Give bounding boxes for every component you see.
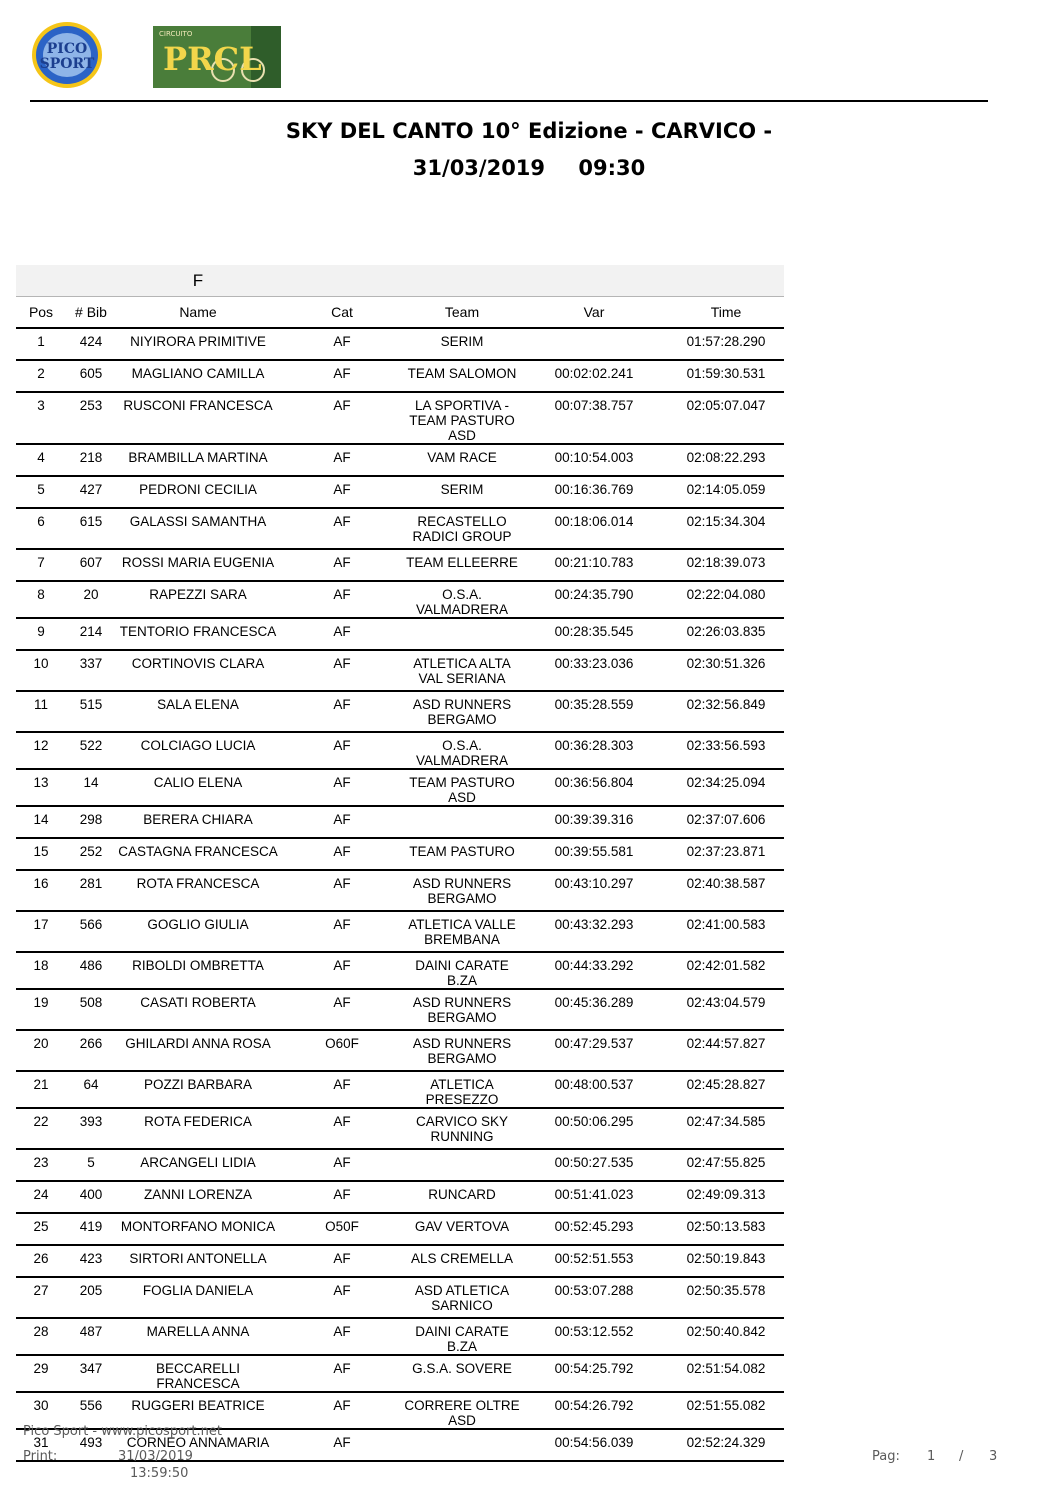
cell-name: TENTORIO FRANCESCA (116, 618, 280, 650)
cell-time: 02:44:57.827 (668, 1030, 784, 1071)
cell-var: 00:35:28.559 (520, 691, 668, 732)
table-row (16, 360, 784, 392)
category-group-label: F (116, 265, 280, 297)
cell-name: CASATI ROBERTA (116, 989, 280, 1030)
cell-time: 02:30:51.326 (668, 650, 784, 691)
footer-site: Pico Sport - www.picosport.net (23, 1424, 222, 1439)
cell-bib: 64 (66, 1071, 116, 1108)
cell-team: RUNCARD (404, 1181, 520, 1213)
cell-pos: 31 (16, 1429, 66, 1461)
cell-team: TEAM PASTURO (404, 838, 520, 870)
table-row (16, 732, 784, 769)
footer-print-date: 31/03/2019 (118, 1449, 193, 1464)
cell-pos: 18 (16, 952, 66, 989)
footer-page-label: Pag: (872, 1449, 900, 1464)
cell-bib: 266 (66, 1030, 116, 1071)
page-title: SKY DEL CANTO 10° Edizione - CARVICO - (285, 119, 773, 143)
category-group-row (16, 265, 784, 297)
cell-time: 02:32:56.849 (668, 691, 784, 732)
cell-pos: 17 (16, 911, 66, 952)
col-header-var: Var (520, 297, 668, 329)
cell-name: BECCARELLI FRANCESCA (116, 1355, 280, 1392)
cell-name: ROTA FEDERICA (116, 1108, 280, 1149)
cell-cat: AF (280, 870, 404, 911)
cell-time: 02:43:04.579 (668, 989, 784, 1030)
cell-var: 00:43:10.297 (520, 870, 668, 911)
cell-name: RIBOLDI OMBRETTA (116, 952, 280, 989)
cell-time: 02:40:38.587 (668, 870, 784, 911)
cell-team: ATLETICA ALTA VAL SERIANA (404, 650, 520, 691)
cell-team: GAV VERTOVA (404, 1213, 520, 1245)
cell-pos: 21 (16, 1071, 66, 1108)
table-row (16, 911, 784, 952)
results-table (16, 265, 784, 1462)
cell-team: ASD RUNNERS BERGAMO (404, 870, 520, 911)
cell-name: RAPEZZI SARA (116, 581, 280, 618)
cell-var: 00:18:06.014 (520, 508, 668, 549)
cell-cat: AF (280, 806, 404, 838)
table-row (16, 328, 784, 360)
cell-bib: 20 (66, 581, 116, 618)
cell-name: RUGGERI BEATRICE (116, 1392, 280, 1429)
cell-cat: AF (280, 1245, 404, 1277)
cell-pos: 8 (16, 581, 66, 618)
cell-cat: AF (280, 691, 404, 732)
footer-print-label: Print: (23, 1449, 58, 1464)
col-header-bib: # Bib (66, 297, 116, 329)
cell-bib: 515 (66, 691, 116, 732)
cell-bib: 5 (66, 1149, 116, 1181)
cell-team: ASD RUNNERS BERGAMO (404, 989, 520, 1030)
cell-time: 02:34:25.094 (668, 769, 784, 806)
cell-team: TEAM ELLEERRE (404, 549, 520, 581)
cell-team: RECASTELLO RADICI GROUP (404, 508, 520, 549)
footer-print-time: 13:59:50 (130, 1466, 189, 1481)
cell-pos: 25 (16, 1213, 66, 1245)
table-row (16, 691, 784, 732)
table-row (16, 508, 784, 549)
cell-name: GHILARDI ANNA ROSA (116, 1030, 280, 1071)
table-row (16, 1030, 784, 1071)
svg-text:CIRCUITO: CIRCUITO (159, 30, 193, 38)
table-row (16, 989, 784, 1030)
table-row (16, 444, 784, 476)
cell-team (404, 1429, 520, 1461)
cell-var: 00:50:27.535 (520, 1149, 668, 1181)
cell-pos: 27 (16, 1277, 66, 1318)
cell-pos: 30 (16, 1392, 66, 1429)
cell-pos: 4 (16, 444, 66, 476)
cell-pos: 12 (16, 732, 66, 769)
cell-var: 00:16:36.769 (520, 476, 668, 508)
cell-name: MONTORFANO MONICA (116, 1213, 280, 1245)
cell-name: CORTINOVIS CLARA (116, 650, 280, 691)
cell-bib: 423 (66, 1245, 116, 1277)
cell-time: 02:08:22.293 (668, 444, 784, 476)
cell-cat: AF (280, 1071, 404, 1108)
cell-time: 02:37:23.871 (668, 838, 784, 870)
cell-var: 00:53:07.288 (520, 1277, 668, 1318)
cell-team (404, 618, 520, 650)
header-divider (30, 100, 988, 102)
cell-name: MARELLA ANNA (116, 1318, 280, 1355)
cell-bib: 493 (66, 1429, 116, 1461)
cell-name: NIYIRORA PRIMITIVE (116, 328, 280, 360)
cell-time: 02:47:34.585 (668, 1108, 784, 1149)
cell-var: 00:33:23.036 (520, 650, 668, 691)
cell-team: ASD RUNNERS BERGAMO (404, 1030, 520, 1071)
table-row (16, 476, 784, 508)
cell-cat: AF (280, 444, 404, 476)
cell-time: 02:50:35.578 (668, 1277, 784, 1318)
cell-var: 00:36:28.303 (520, 732, 668, 769)
cell-cat: AF (280, 328, 404, 360)
cell-pos: 23 (16, 1149, 66, 1181)
cell-var: 00:43:32.293 (520, 911, 668, 952)
cell-bib: 566 (66, 911, 116, 952)
cell-time: 02:05:07.047 (668, 392, 784, 444)
cell-bib: 424 (66, 328, 116, 360)
cell-cat: AF (280, 392, 404, 444)
cell-var: 00:48:00.537 (520, 1071, 668, 1108)
table-row (16, 806, 784, 838)
cell-bib: 427 (66, 476, 116, 508)
cell-pos: 22 (16, 1108, 66, 1149)
cell-name: CORNEO ANNAMARIA (116, 1429, 280, 1461)
cell-pos: 10 (16, 650, 66, 691)
col-header-name: Name (116, 297, 280, 329)
cell-var: 00:44:33.292 (520, 952, 668, 989)
cell-bib: 400 (66, 1181, 116, 1213)
cell-cat: AF (280, 360, 404, 392)
cell-bib: 615 (66, 508, 116, 549)
cell-time: 01:57:28.290 (668, 328, 784, 360)
table-row (16, 549, 784, 581)
cell-bib: 298 (66, 806, 116, 838)
cell-var: 00:24:35.790 (520, 581, 668, 618)
cell-name: COLCIAGO LUCIA (116, 732, 280, 769)
cell-team: O.S.A. VALMADRERA (404, 732, 520, 769)
footer-page-total: 3 (989, 1449, 998, 1464)
cell-pos: 3 (16, 392, 66, 444)
footer-page-current: 1 (927, 1449, 936, 1464)
cell-var: 00:50:06.295 (520, 1108, 668, 1149)
cell-cat: AF (280, 1355, 404, 1392)
svg-text:PICO: PICO (46, 41, 88, 57)
cell-cat: O50F (280, 1213, 404, 1245)
cell-cat: AF (280, 1318, 404, 1355)
cell-var: 00:52:51.553 (520, 1245, 668, 1277)
cell-cat: AF (280, 476, 404, 508)
cell-pos: 1 (16, 328, 66, 360)
cell-bib: 508 (66, 989, 116, 1030)
cell-cat: AF (280, 549, 404, 581)
table-row (16, 1213, 784, 1245)
cell-team: DAINI CARATE B.ZA (404, 1318, 520, 1355)
table-row (16, 838, 784, 870)
cell-team: ALS CREMELLA (404, 1245, 520, 1277)
cell-bib: 337 (66, 650, 116, 691)
cell-team: TEAM PASTURO ASD (404, 769, 520, 806)
cell-time: 02:33:56.593 (668, 732, 784, 769)
table-row (16, 1318, 784, 1355)
cell-pos: 19 (16, 989, 66, 1030)
page-subtitle-datetime: 31/03/2019 09:30 (412, 156, 646, 180)
cell-pos: 16 (16, 870, 66, 911)
cell-cat: O60F (280, 1030, 404, 1071)
cell-cat: AF (280, 581, 404, 618)
cell-team: SERIM (404, 476, 520, 508)
cell-name: BRAMBILLA MARTINA (116, 444, 280, 476)
cell-team: CORRERE OLTRE ASD (404, 1392, 520, 1429)
cell-var: 00:54:26.792 (520, 1392, 668, 1429)
cell-time: 02:41:00.583 (668, 911, 784, 952)
cell-bib: 522 (66, 732, 116, 769)
cell-name: CALIO ELENA (116, 769, 280, 806)
cell-var: 00:39:55.581 (520, 838, 668, 870)
cell-name: GALASSI SAMANTHA (116, 508, 280, 549)
cell-cat: AF (280, 1392, 404, 1429)
cell-name: ROSSI MARIA EUGENIA (116, 549, 280, 581)
cell-cat: AF (280, 1108, 404, 1149)
table-row (16, 1071, 784, 1108)
col-header-pos: Pos (16, 297, 66, 329)
cell-bib: 393 (66, 1108, 116, 1149)
cell-time: 02:50:13.583 (668, 1213, 784, 1245)
svg-text:PRCL: PRCL (163, 40, 262, 78)
cell-bib: 214 (66, 618, 116, 650)
cell-pos: 15 (16, 838, 66, 870)
cell-time: 02:51:55.082 (668, 1392, 784, 1429)
cell-pos: 7 (16, 549, 66, 581)
cell-name: SIRTORI ANTONELLA (116, 1245, 280, 1277)
cell-bib: 486 (66, 952, 116, 989)
pico-sport-logo (30, 20, 104, 90)
footer-page-separator: / (959, 1449, 964, 1464)
cell-time: 02:42:01.582 (668, 952, 784, 989)
cell-var: 00:36:56.804 (520, 769, 668, 806)
cell-time: 02:18:39.073 (668, 549, 784, 581)
cell-time: 02:51:54.082 (668, 1355, 784, 1392)
cell-team: DAINI CARATE B.ZA (404, 952, 520, 989)
svg-text:SPORT: SPORT (39, 56, 95, 72)
cell-cat: AF (280, 732, 404, 769)
cell-pos: 20 (16, 1030, 66, 1071)
cell-var: 00:28:35.545 (520, 618, 668, 650)
table-row (16, 1149, 784, 1181)
cell-name: PEDRONI CECILIA (116, 476, 280, 508)
cell-bib: 419 (66, 1213, 116, 1245)
cell-var: 00:39:39.316 (520, 806, 668, 838)
cell-pos: 6 (16, 508, 66, 549)
cell-pos: 29 (16, 1355, 66, 1392)
cell-bib: 487 (66, 1318, 116, 1355)
table-row (16, 618, 784, 650)
table-row (16, 650, 784, 691)
cell-var: 00:47:29.537 (520, 1030, 668, 1071)
cell-team: ASD RUNNERS BERGAMO (404, 691, 520, 732)
table-row (16, 769, 784, 806)
cell-cat: AF (280, 769, 404, 806)
cell-team: VAM RACE (404, 444, 520, 476)
cell-team (404, 806, 520, 838)
cell-time: 01:59:30.531 (668, 360, 784, 392)
cell-team: O.S.A. VALMADRERA (404, 581, 520, 618)
cell-name: ARCANGELI LIDIA (116, 1149, 280, 1181)
cell-pos: 11 (16, 691, 66, 732)
cell-bib: 556 (66, 1392, 116, 1429)
table-header-row (16, 297, 784, 329)
cell-cat: AF (280, 1429, 404, 1461)
cell-var: 00:51:41.023 (520, 1181, 668, 1213)
cell-time: 02:37:07.606 (668, 806, 784, 838)
cell-cat: AF (280, 989, 404, 1030)
cell-cat: AF (280, 1149, 404, 1181)
cell-bib: 253 (66, 392, 116, 444)
cell-team: LA SPORTIVA - TEAM PASTURO ASD (404, 392, 520, 444)
cell-cat: AF (280, 1181, 404, 1213)
cell-team: TEAM SALOMON (404, 360, 520, 392)
cell-time: 02:22:04.080 (668, 581, 784, 618)
cell-bib: 252 (66, 838, 116, 870)
cell-bib: 607 (66, 549, 116, 581)
table-row (16, 952, 784, 989)
col-header-cat: Cat (280, 297, 404, 329)
cell-var: 00:54:25.792 (520, 1355, 668, 1392)
cell-team: G.S.A. SOVERE (404, 1355, 520, 1392)
cell-var: 00:02:02.241 (520, 360, 668, 392)
cell-bib: 218 (66, 444, 116, 476)
cell-time: 02:14:05.059 (668, 476, 784, 508)
cell-team: ATLETICA VALLE BREMBANA (404, 911, 520, 952)
cell-bib: 347 (66, 1355, 116, 1392)
cell-name: BERERA CHIARA (116, 806, 280, 838)
table-row (16, 1245, 784, 1277)
cell-name: ZANNI LORENZA (116, 1181, 280, 1213)
cell-team: SERIM (404, 328, 520, 360)
table-row (16, 1277, 784, 1318)
cell-var: 00:21:10.783 (520, 549, 668, 581)
cell-name: POZZI BARBARA (116, 1071, 280, 1108)
cell-time: 02:47:55.825 (668, 1149, 784, 1181)
cell-time: 02:49:09.313 (668, 1181, 784, 1213)
table-row (16, 1181, 784, 1213)
cell-time: 02:45:28.827 (668, 1071, 784, 1108)
cell-var: 00:52:45.293 (520, 1213, 668, 1245)
cell-var (520, 328, 668, 360)
cell-name: CASTAGNA FRANCESCA (116, 838, 280, 870)
cell-pos: 9 (16, 618, 66, 650)
cell-cat: AF (280, 508, 404, 549)
cell-cat: AF (280, 618, 404, 650)
cell-cat: AF (280, 911, 404, 952)
cell-bib: 605 (66, 360, 116, 392)
cell-pos: 5 (16, 476, 66, 508)
cell-var: 00:53:12.552 (520, 1318, 668, 1355)
cell-team (404, 1149, 520, 1181)
table-row (16, 870, 784, 911)
cell-time: 02:26:03.835 (668, 618, 784, 650)
cell-var: 00:07:38.757 (520, 392, 668, 444)
cell-name: MAGLIANO CAMILLA (116, 360, 280, 392)
table-row (16, 581, 784, 618)
cell-pos: 13 (16, 769, 66, 806)
cell-team: ATLETICA PRESEZZO (404, 1071, 520, 1108)
cell-team: CARVICO SKY RUNNING (404, 1108, 520, 1149)
cell-pos: 26 (16, 1245, 66, 1277)
cell-bib: 281 (66, 870, 116, 911)
cell-pos: 2 (16, 360, 66, 392)
table-row (16, 1355, 784, 1392)
prcl-circuit-logo (153, 26, 281, 88)
cell-name: SALA ELENA (116, 691, 280, 732)
cell-var: 00:54:56.039 (520, 1429, 668, 1461)
table-row (16, 1108, 784, 1149)
cell-pos: 24 (16, 1181, 66, 1213)
cell-var: 00:10:54.003 (520, 444, 668, 476)
col-header-team: Team (404, 297, 520, 329)
cell-pos: 28 (16, 1318, 66, 1355)
cell-pos: 14 (16, 806, 66, 838)
cell-name: RUSCONI FRANCESCA (116, 392, 280, 444)
cell-name: GOGLIO GIULIA (116, 911, 280, 952)
cell-cat: AF (280, 952, 404, 989)
cell-time: 02:15:34.304 (668, 508, 784, 549)
cell-cat: AF (280, 650, 404, 691)
cell-name: ROTA FRANCESCA (116, 870, 280, 911)
cell-var: 00:45:36.289 (520, 989, 668, 1030)
col-header-time: Time (668, 297, 784, 329)
cell-cat: AF (280, 1277, 404, 1318)
cell-time: 02:50:19.843 (668, 1245, 784, 1277)
cell-bib: 205 (66, 1277, 116, 1318)
cell-time: 02:52:24.329 (668, 1429, 784, 1461)
cell-team: ASD ATLETICA SARNICO (404, 1277, 520, 1318)
cell-name: FOGLIA DANIELA (116, 1277, 280, 1318)
cell-time: 02:50:40.842 (668, 1318, 784, 1355)
table-row (16, 392, 784, 444)
cell-cat: AF (280, 838, 404, 870)
cell-bib: 14 (66, 769, 116, 806)
